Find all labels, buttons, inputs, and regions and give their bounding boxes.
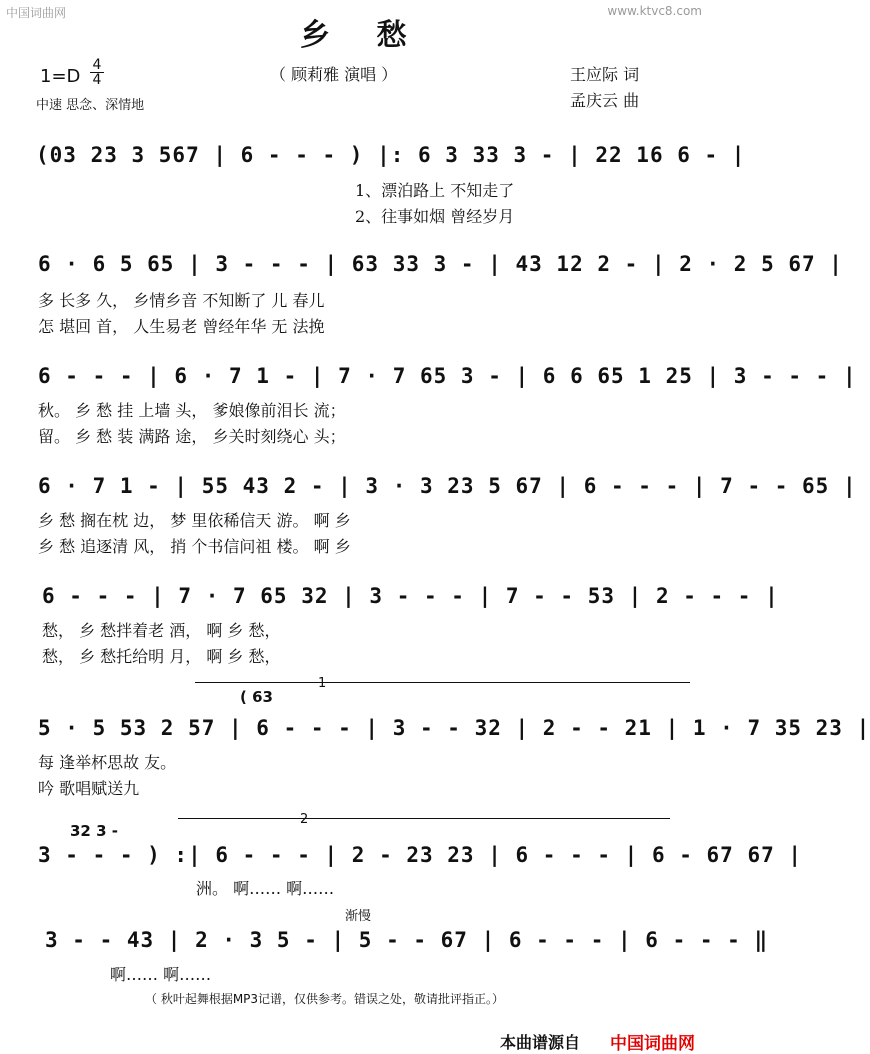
notation-row-8: 3 - - 43 | 2 · 3 5 - | 5 - - 67 | 6 - - - | 6 - - - ‖ xyxy=(45,928,769,952)
lyric-row-5-verse-1: 愁， 乡 愁拌着老 酒， 啊 乡 愁， xyxy=(42,621,281,640)
lyric-row-1-verse-1: 1、漂泊路上 不知走了 xyxy=(355,181,515,200)
key-signature: 1=D xyxy=(40,66,81,87)
lyric-row-6-verse-2: 吟 歌唱赋送九 xyxy=(38,779,140,798)
lyric-row-2-verse-2: 怎 堪回 首， 人生易老 曾经年华 无 法挽 xyxy=(38,317,325,336)
volta-number-1: 1 xyxy=(318,676,327,691)
watermark-right: www.ktvc8.com xyxy=(607,4,702,18)
time-top: 4 xyxy=(92,57,102,73)
time-bottom: 4 xyxy=(90,72,104,87)
song-title: 乡 愁 xyxy=(300,18,425,53)
volta-bracket-1 xyxy=(195,682,690,683)
lyric-row-1-verse-2: 2、往事如烟 曾经岁月 xyxy=(355,207,515,226)
source-site: 中国词曲网 xyxy=(610,1034,695,1054)
notation-row-2: 6 · 6 5 65 | 3 - - - | 63 33 3 - | 43 12 2 - | 2 · 2 5 67 | xyxy=(38,252,843,276)
notation-row-7: 3 - - - ) :| 6 - - - | 2 - 23 23 | 6 - - - | 6 - 67 67 | xyxy=(38,843,803,867)
pickup-notes-row-7: 32 3 - xyxy=(70,822,118,840)
transcription-note: （ 秋叶起舞根据MP3记谱，仅供参考。错误之处，敬请批评指正。） xyxy=(145,992,505,1006)
composer: 孟庆云 曲 xyxy=(570,91,640,110)
time-signature xyxy=(90,58,104,87)
volta-number-2: 2 xyxy=(300,812,309,827)
performer: （ 顾莉雅 演唱 ） xyxy=(270,65,398,84)
lyric-row-7: 洲。 啊…… 啊…… xyxy=(196,879,335,898)
lyric-row-3-verse-2: 留。 乡 愁 装 满路 途， 乡关时刻绕心 头； xyxy=(38,427,346,446)
volta-bracket-2 xyxy=(178,818,670,819)
lyric-row-4-verse-2: 乡 愁 追逐清 风， 捎 个书信问祖 楼。 啊 乡 xyxy=(38,537,351,556)
notation-row-4: 6 · 7 1 - | 55 43 2 - | 3 · 3 23 5 67 | 6 - - - | 7 - - 65 | xyxy=(38,474,857,498)
lyric-row-5-verse-2: 愁， 乡 愁托给明 月， 啊 乡 愁， xyxy=(42,647,281,666)
tempo-mark-ritardando: 渐慢 xyxy=(345,909,372,924)
pickup-notes-row-6: ( 63 xyxy=(240,688,273,706)
notation-row-5: 6 - - - | 7 · 7 65 32 | 3 - - - | 7 - - 53 | 2 - - - | xyxy=(42,584,779,608)
lyric-row-8: 啊…… 啊…… xyxy=(110,965,212,984)
lyric-row-6-verse-1: 每 逢举杯思故 友。 xyxy=(38,753,177,772)
notation-row-6: 5 · 5 53 2 57 | 6 - - - | 3 - - 32 | 2 - - 21 | 1 · 7 35 23 | xyxy=(38,716,870,740)
watermark-left: 中国词曲网 xyxy=(6,6,67,20)
lyric-row-2-verse-1: 多 长多 久， 乡情乡音 不知断了 儿 春儿 xyxy=(38,291,325,310)
notation-row-1: (03 23 3 567 | 6 - - - ) |: 6 3 33 3 - | 22 16 6 - | xyxy=(36,143,746,167)
tempo-marking: 中速 思念、深情地 xyxy=(36,98,145,113)
source-label: 本曲谱源自 xyxy=(500,1033,581,1052)
lyricist: 王应际 词 xyxy=(570,65,640,84)
notation-row-3: 6 - - - | 6 · 7 1 - | 7 · 7 65 3 - | 6 6 65 1 25 | 3 - - - | xyxy=(38,364,857,388)
lyric-row-3-verse-1: 秋。 乡 愁 挂 上墙 头， 爹娘像前泪长 流； xyxy=(38,401,346,420)
lyric-row-4-verse-1: 乡 愁 搁在枕 边， 梦 里依稀信天 游。 啊 乡 xyxy=(38,511,351,530)
